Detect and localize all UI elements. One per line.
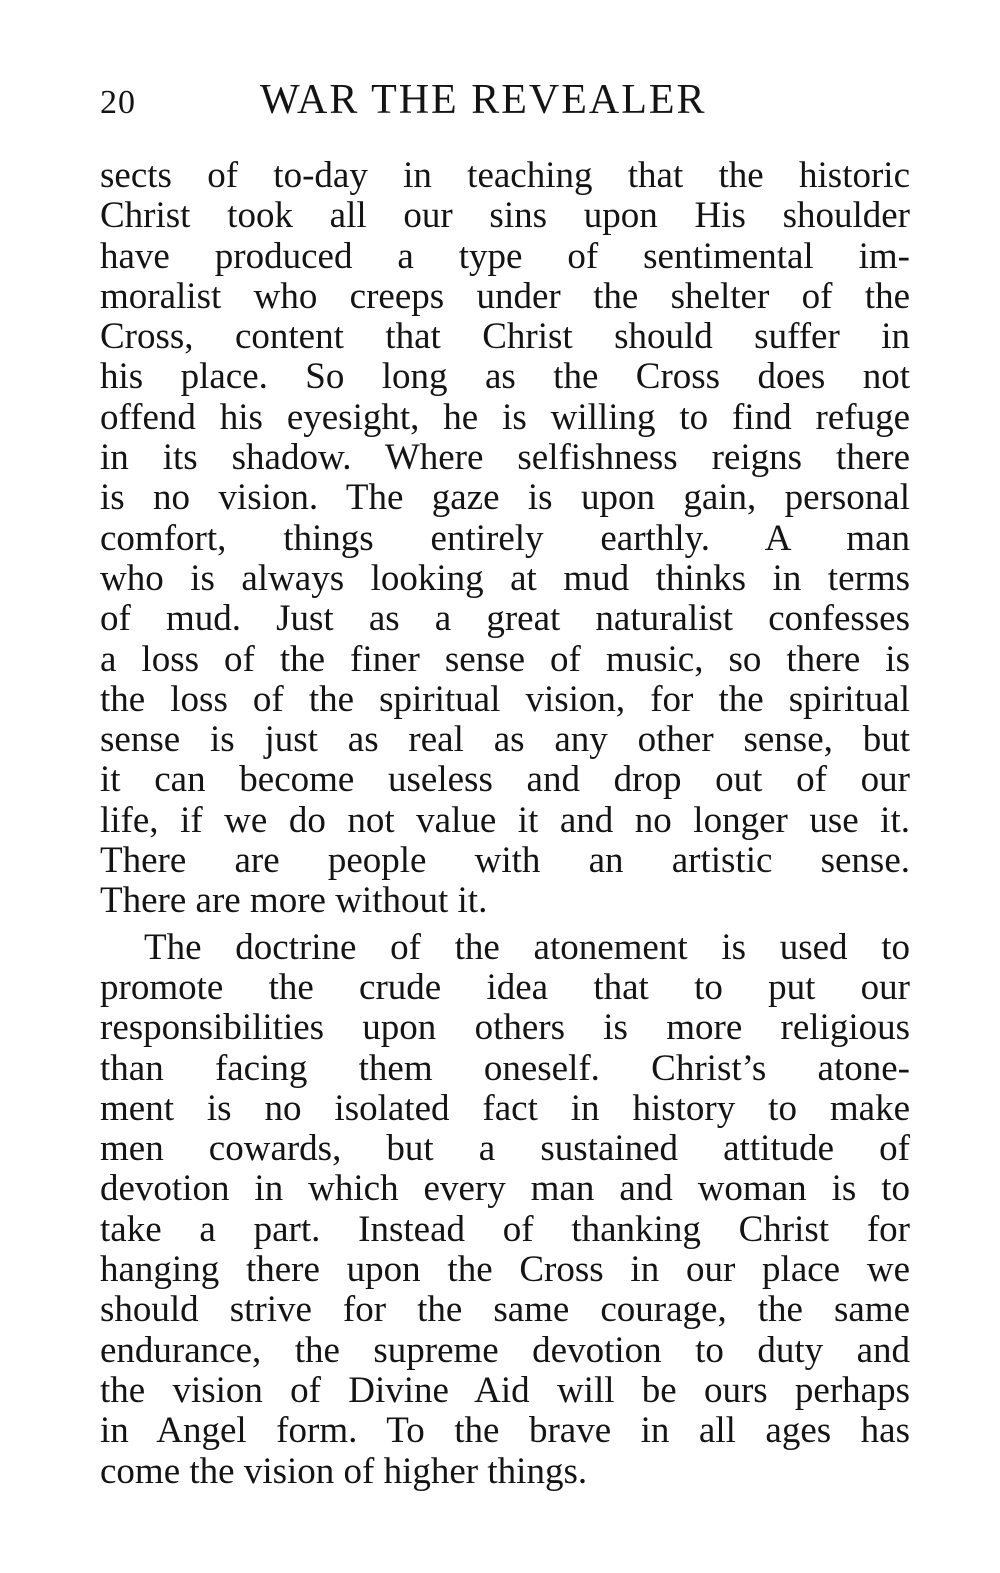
text-line: The doctrine of the atonement is used to xyxy=(144,926,910,968)
text-line: offend his eyesight, he is willing to find refuge xyxy=(100,396,910,438)
text-line: promote the crude idea that to put our xyxy=(100,966,910,1008)
text-line: men cowards, but a sustained attitude of xyxy=(100,1128,910,1170)
text-line: the loss of the spiritual vision, for the spiritual xyxy=(100,678,910,720)
text-line: a loss of the finer sense of music, so there is xyxy=(100,638,910,680)
text-line: ment is no isolated fact in history to make xyxy=(100,1087,910,1129)
text-line: who is always looking at mud thinks in terms xyxy=(100,557,910,599)
paragraph-1 xyxy=(100,156,910,922)
body-text xyxy=(100,156,910,1492)
text-line: There are people with an artistic sense. xyxy=(100,840,910,882)
text-line: of mud. Just as a great naturalist confesses xyxy=(100,598,910,640)
text-line: come the vision of higher things. xyxy=(100,1450,588,1492)
text-line: devotion in which every man and woman is to xyxy=(100,1168,910,1210)
text-line: sense is just as real as any other sense, but xyxy=(100,719,910,761)
text-line: endurance, the supreme devotion to duty and xyxy=(100,1329,910,1371)
text-line: should strive for the same courage, the same xyxy=(100,1289,910,1331)
text-line: in its shadow. Where selfishness reigns there xyxy=(100,437,910,479)
text-line: than facing them oneself. Christ’s atone- xyxy=(100,1047,910,1089)
text-line: it can become useless and drop out of our xyxy=(100,759,910,801)
text-line: is no vision. The gaze is upon gain, personal xyxy=(100,477,910,519)
running-title: WAR THE REVEALER xyxy=(260,77,707,123)
page-number: 20 xyxy=(100,84,136,121)
text-line: life, if we do not value it and no longer use it. xyxy=(100,799,910,841)
paragraph-2 xyxy=(100,928,910,1492)
text-line: Cross, content that Christ should suffer in xyxy=(100,316,910,358)
text-line: There are more without it. xyxy=(100,880,488,922)
text-line: sects of to-day in teaching that the historic xyxy=(100,155,910,196)
text-line: in Angel form. To the brave in all ages has xyxy=(100,1410,910,1452)
text-line: moralist who creeps under the shelter of the xyxy=(100,275,910,317)
text-line: take a part. Instead of thanking Christ for xyxy=(100,1208,910,1250)
text-line: his place. So long as the Cross does not xyxy=(100,356,910,398)
text-line: hanging there upon the Cross in our place we xyxy=(100,1249,910,1291)
page-header xyxy=(100,76,910,132)
text-line: responsibilities upon others is more religious xyxy=(100,1007,910,1049)
text-line: Christ took all our sins upon His shoulder xyxy=(100,195,910,237)
text-line: comfort, things entirely earthly. A man xyxy=(100,517,910,559)
text-line: the vision of Divine Aid will be ours perhaps xyxy=(100,1369,910,1411)
text-line: have produced a type of sentimental im- xyxy=(100,235,910,277)
